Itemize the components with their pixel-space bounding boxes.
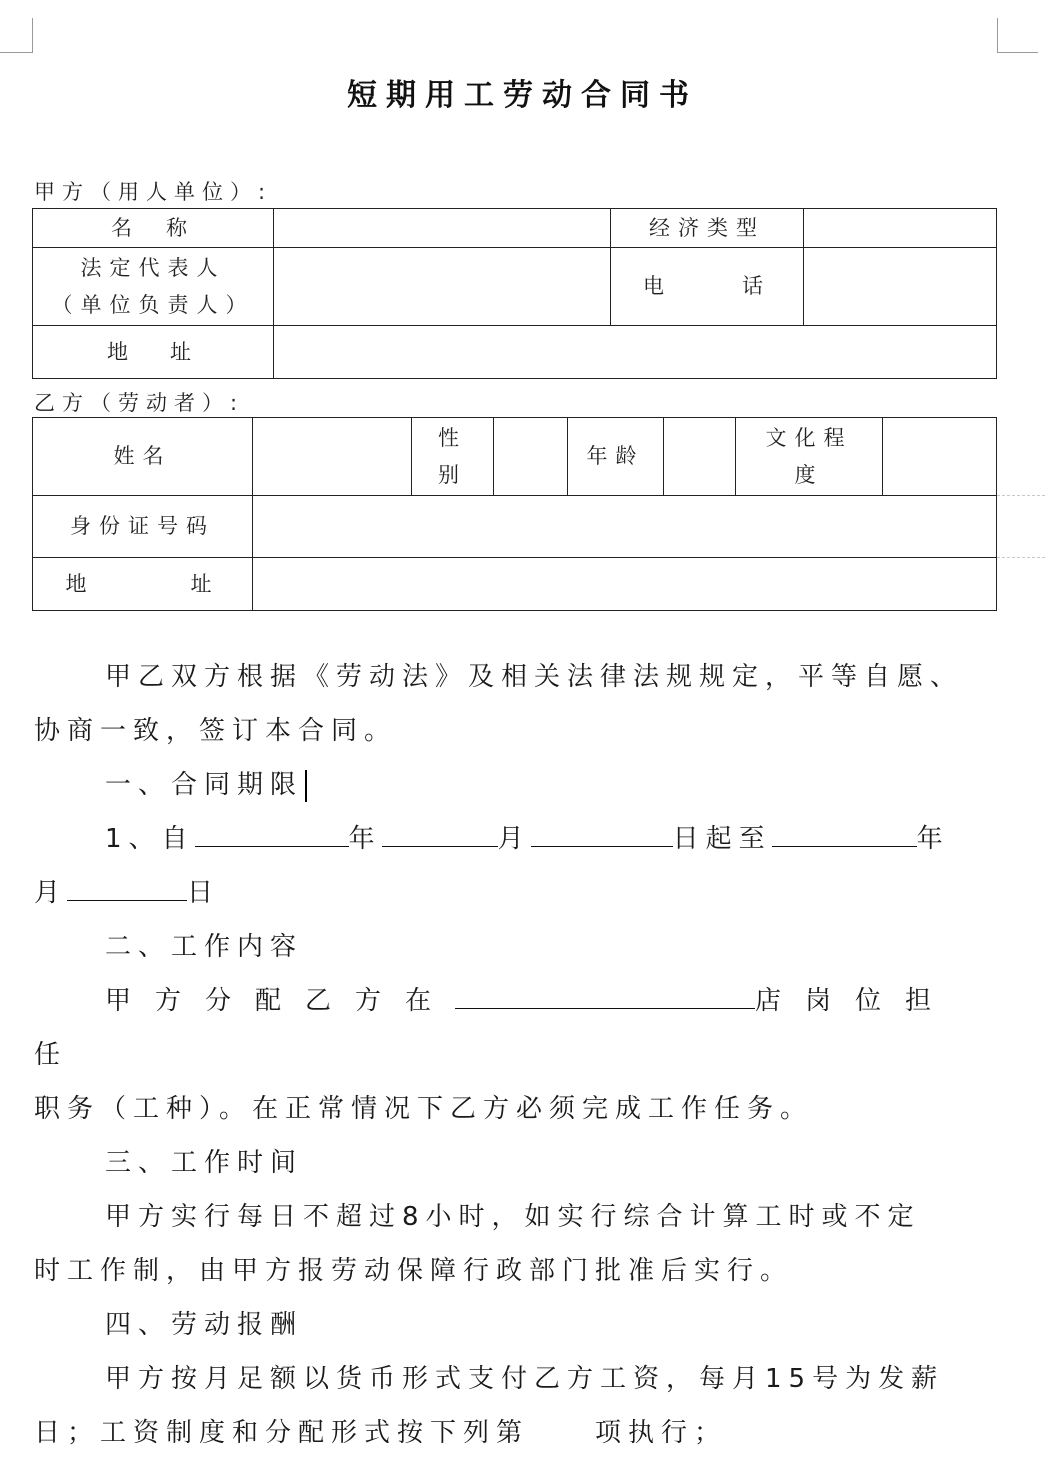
- hours-line-1: 甲方实行每日不超过8小时，如实行综合计算工时或不定: [105, 1202, 921, 1232]
- party-b-table: [32, 417, 997, 611]
- party-b-education-label: 文化程 度: [736, 418, 883, 496]
- term-start-year-blank[interactable]: [195, 820, 349, 847]
- party-b-name-label: 姓名: [33, 418, 253, 496]
- party-a-econ-type-value[interactable]: [804, 209, 997, 248]
- party-b-row-address: [33, 558, 997, 611]
- section-4-heading: 四、劳动报酬: [105, 1310, 304, 1340]
- party-b-id-value[interactable]: [253, 496, 997, 558]
- section-3-heading: 三、工作时间: [105, 1148, 304, 1178]
- table-edge-guide: [997, 557, 1045, 558]
- party-a-legal-rep-label: 法定代表人 （单位负责人）: [33, 248, 274, 326]
- work-store-blank[interactable]: [455, 982, 755, 1009]
- document-title: 短期用工劳动合同书: [347, 78, 698, 113]
- party-a-legal-rep-value[interactable]: [274, 248, 611, 326]
- contract-body: [34, 650, 989, 1460]
- party-a-address-value[interactable]: [274, 326, 997, 379]
- term-line-2: 月 日: [34, 866, 989, 920]
- intro-line-2: 协商一致，签订本合同。: [34, 716, 398, 746]
- term-start-day-blank[interactable]: [531, 820, 673, 847]
- section-2-heading: 二、工作内容: [105, 932, 304, 962]
- party-a-econ-type-label: 经济类型: [611, 209, 804, 248]
- work-line-2: 职务（工种）。在正常情况下乙方必须完成工作任务。: [34, 1094, 814, 1124]
- party-b-label: 乙方（劳动者）:: [34, 391, 245, 415]
- term-line-1: 1、自 年 月 日起至 年: [34, 812, 989, 866]
- party-a-phone-label: 电 话: [611, 248, 804, 326]
- party-a-name-value[interactable]: [274, 209, 611, 248]
- term-start-month-blank[interactable]: [382, 820, 498, 847]
- party-a-address-label: 地 址: [33, 326, 274, 379]
- party-a-name-label: 名 称: [33, 209, 274, 248]
- party-a-row-legal-rep: [33, 248, 997, 326]
- party-b-education-value[interactable]: [883, 418, 997, 496]
- crop-mark-top-left: [0, 18, 33, 53]
- party-a-row-name: [33, 209, 997, 248]
- party-b-row-id: [33, 496, 997, 558]
- party-b-name-value[interactable]: [253, 418, 412, 496]
- party-a-phone-value[interactable]: [804, 248, 997, 326]
- section-1-heading: 一、合同期限: [34, 758, 989, 812]
- party-b-address-value[interactable]: [253, 558, 997, 611]
- party-b-age-value[interactable]: [664, 418, 736, 496]
- party-a-row-address: [33, 326, 997, 379]
- text-cursor: [305, 770, 307, 802]
- intro-line-1: 甲乙双方根据《劳动法》及相关法律法规规定，平等自愿、: [105, 662, 964, 692]
- pay-line-2: 日；工资制度和分配形式按下列第 项执行；: [34, 1418, 728, 1448]
- term-end-year-blank[interactable]: [772, 820, 917, 847]
- party-b-address-label: 地 址: [33, 558, 253, 611]
- party-b-row-basic: [33, 418, 997, 496]
- hours-line-2: 时工作制，由甲方报劳动保障行政部门批准后实行。: [34, 1256, 794, 1286]
- party-b-age-label: 年龄: [568, 418, 664, 496]
- work-line-1: 甲方分配乙方在 店岗位担任: [34, 974, 989, 1082]
- term-end-month-blank[interactable]: [67, 874, 187, 901]
- party-b-id-label: 身份证号码: [33, 496, 253, 558]
- party-b-gender-value[interactable]: [494, 418, 568, 496]
- pay-line-1: 甲方按月足额以货币形式支付乙方工资，每月15号为发薪: [105, 1364, 945, 1394]
- party-a-label: 甲方（用人单位）:: [34, 180, 273, 204]
- party-a-table: [32, 208, 997, 379]
- crop-mark-top-right: [997, 18, 1038, 53]
- table-edge-guide: [997, 495, 1045, 496]
- party-b-gender-label: 性 别: [412, 418, 494, 496]
